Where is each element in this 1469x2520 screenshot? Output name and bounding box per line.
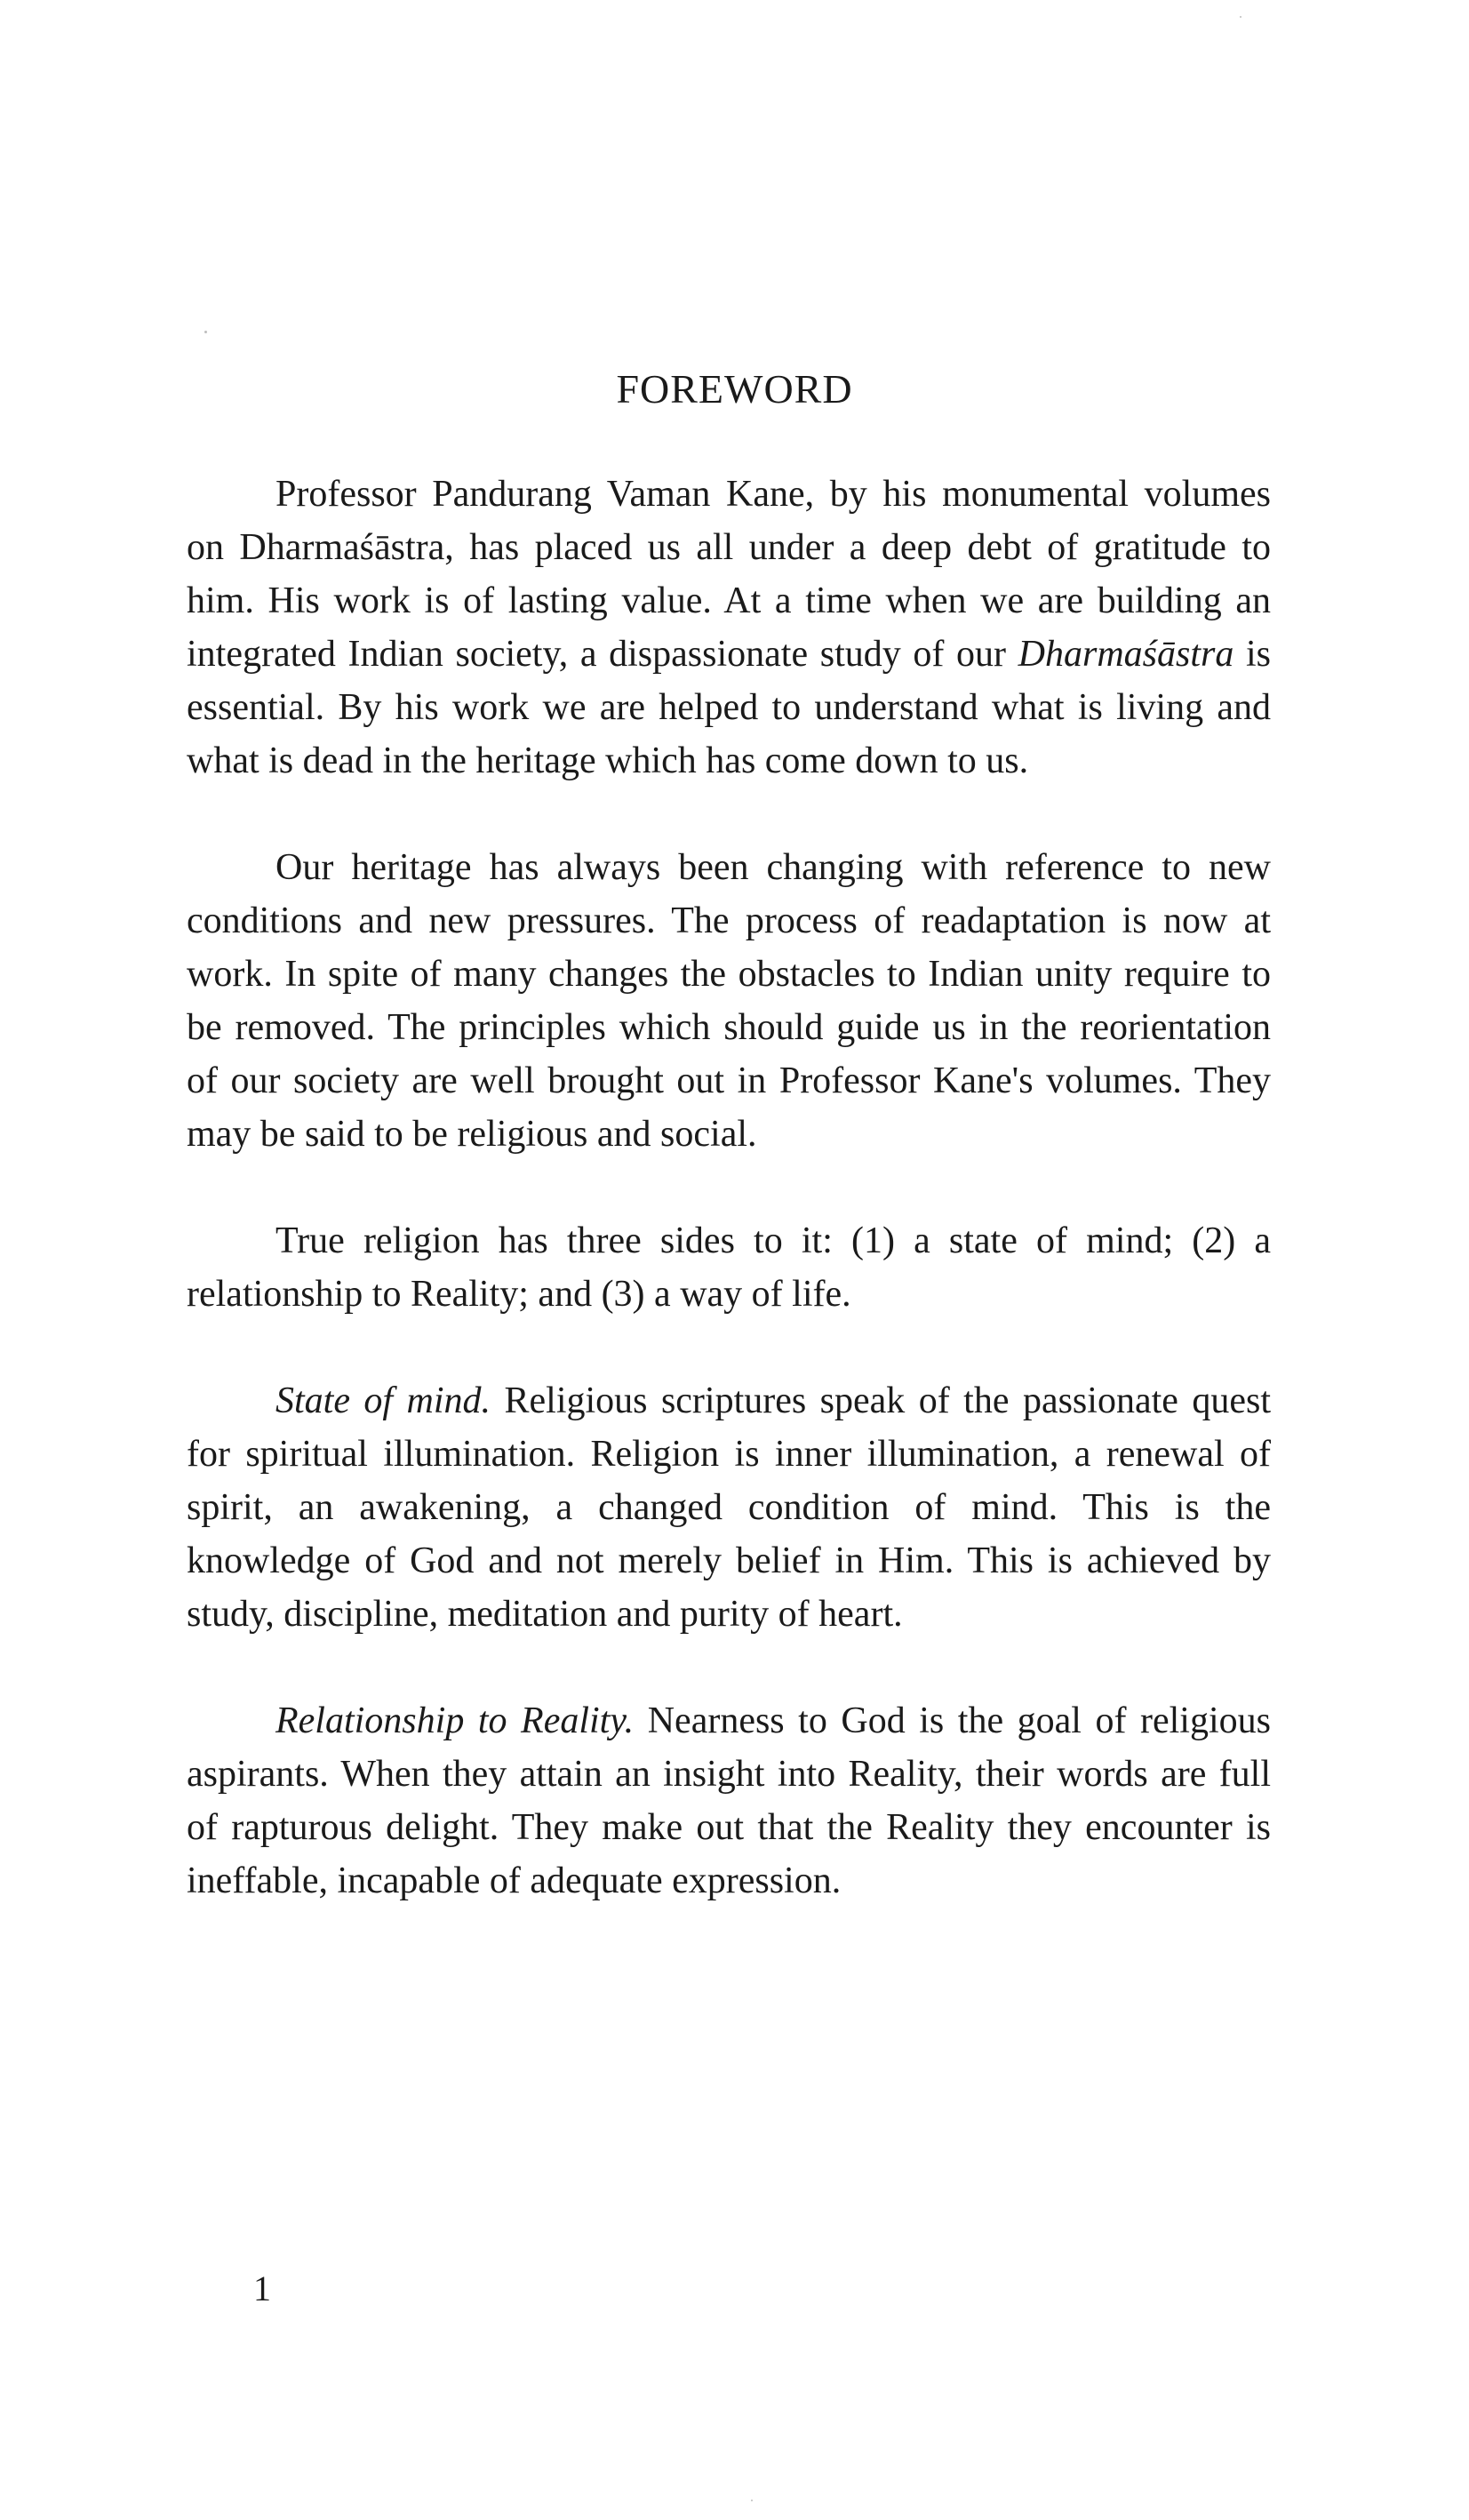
paragraph [187,841,1271,1161]
paragraph-text: Nearness to God is the goal of religious aspirants. When they attain an insight into Reality, their words are full of rapturous delight. They make out that the Reality they encounter is ineffable, incapable of adequate expression. [187,1700,1271,1901]
paragraph [187,1694,1271,1908]
paragraph-text: Religious scriptures speak of the passionate quest for spiritual illumination. Religion is inner illumination, a renewal of spirit, an awakening, a changed condition of mind. This is the knowledge of God and not merely belief in Him. This is achieved by study, discipline, meditation and purity of heart. [187,1380,1271,1635]
page-title: FOREWORD [616,366,853,412]
paper-speck [751,2500,753,2501]
paragraph-text: is essential. By his work we are helped to understand what is living and what is dead in the heritage which has come down to us. [187,634,1272,781]
italic-term: Dharmaśāstra [1018,634,1234,675]
paper-speck [204,331,207,333]
paragraph [187,1214,1271,1321]
foreword-body [187,468,1271,1961]
paragraph-text: True religion has three sides to it: (1) a state of mind; (2) a relationship to Reality; and (3) a way of life. [187,1220,1271,1315]
section-lead: Relationship to Reality. [275,1700,635,1741]
paragraph-text: Professor Pandurang Vaman Kane, by his monumental volumes on Dharmaśāstra, has placed us all under a deep debt of gratitude to him. His work is of lasting value. At a time when we are building an integrated Indian society, a dispassionate study of our [187,474,1271,675]
paragraph [187,468,1271,788]
section-lead: State of mind. [275,1380,491,1421]
page-number: 1 [253,2268,271,2308]
paragraph-text: Our heritage has always been changing with reference to new conditions and new pressures. The process of readaptation is now at work. In spite of many changes the obstacles to Indian unity require to be removed. The principles which should guide us in the reorientation of our society are well brought out in Professor Kane's volumes. They may be said to be religious and social. [187,847,1271,1155]
paper-speck [1240,16,1241,18]
paragraph [187,1374,1271,1641]
